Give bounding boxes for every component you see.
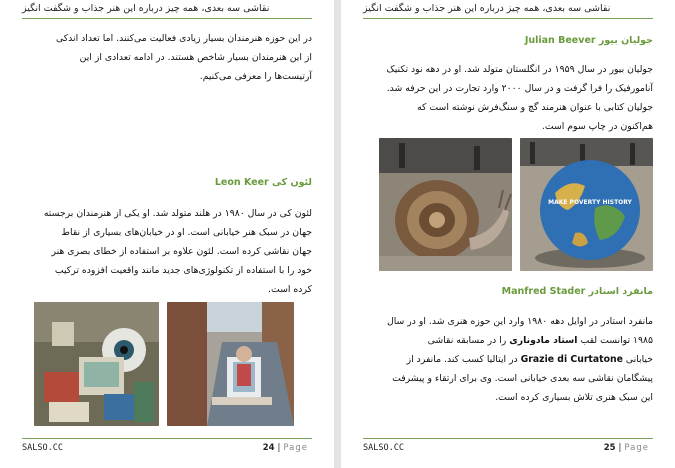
intro-paragraph: [22, 29, 312, 86]
text-line: این سبک هنری تلاش بسیاری کرده است.: [495, 392, 653, 403]
julian-beever-paragraph: [363, 60, 653, 136]
page-header: نقاشی سه بعدی، همه چیز درباره این هنر جذاب و شگفت انگیز: [22, 2, 312, 19]
bold-text: Grazie di Curtatone: [520, 354, 623, 365]
footer-page-number: [604, 439, 649, 457]
page-number: 25: [603, 443, 616, 453]
section-title-manfred-stader: مانفرد استادر Manfred Stader: [501, 286, 653, 297]
text-line: در این حوزه هنرمندان بسیار زیادی فعالیت می‌کنند. اما تعداد اندکی: [55, 33, 312, 44]
page-right: [341, 0, 675, 468]
text-line: پیشگامان نقاشی سه بعدی خیابانی است. وی برای ارتقاء و پیشرفت: [392, 373, 653, 384]
globe-street-art-image: [520, 138, 653, 271]
text-line: لئون کی در سال ۱۹۸۰ در هلند متولد شد. او یکی از هنرمندان برجسته: [43, 208, 312, 219]
text-line: خیابانی Grazie di Curtatone در ایتالیا کسب کند. مانفرد از: [406, 354, 653, 365]
page-header: نقاشی سه بعدی، همه چیز درباره این هنر جذاب و شگفت انگیز: [363, 2, 653, 19]
text-line: آنامورفیک را فرا گرفت و در سال ۲۰۰۰ وارد تجارت در این حرفه شد.: [386, 83, 653, 94]
text-line: کرده است.: [268, 284, 312, 295]
footer-page-word: Page: [283, 443, 308, 453]
text-line: هم‌اکنون در چاپ سوم است.: [541, 121, 653, 132]
footer-page-word: Page: [624, 443, 649, 453]
text-line: جولیان کتابی با عنوان هنرمند گچ و سنگ‌فرش نوشته است که: [417, 102, 653, 113]
text-line: مانفرد استادر در اوایل دهه ۱۹۸۰ وارد این حوزه هنری شد. او در سال: [386, 316, 653, 327]
manfred-stader-paragraph: [363, 312, 653, 407]
giant-toys-image: [34, 302, 159, 426]
page-number: 24: [262, 443, 275, 453]
text-line: ۱۹۸۵ توانست لقب استاد مادوناری را در مسابقه نقاشی: [427, 335, 653, 346]
footer-separator: |: [277, 443, 281, 453]
footer-site: SALSO.CC: [22, 443, 63, 453]
page-footer: [22, 438, 312, 457]
text-line: جولیان بیور در سال ۱۹۵۹ در انگلستان متولد شد. او در دهه نود تکنیک: [386, 64, 653, 75]
text-line: آرتیست‌ها را معرفی می‌کنیم.: [199, 71, 312, 82]
text-line: جهان نقاشی کرده است. لئون علاوه بر استفاده از خطای بصری هنر: [51, 246, 312, 257]
leon-keer-paragraph: [22, 204, 312, 299]
section-title-julian-beever: جولیان بیور Julian Beever: [524, 35, 653, 46]
footer-separator: |: [618, 443, 622, 453]
page-footer: [363, 438, 653, 457]
page-left: [0, 0, 334, 468]
footer-site: SALSO.CC: [363, 443, 404, 453]
text-line: جهان در سبک هنر خیابانی است. او در خیابان‌های بسیاری از نقاط: [61, 227, 312, 238]
bold-text: استاد مادوناری: [509, 335, 578, 346]
text-line: از این هنرمندان بسیار شاخص هستند. در ادامه تعدادی از این: [79, 52, 312, 63]
snail-street-art-image: [379, 138, 512, 271]
globe-caption: MAKE POVERTY HISTORY: [548, 199, 632, 206]
footer-page-number: [263, 439, 308, 457]
section-title-leon-keer: لئون کی Leon Keer: [214, 177, 312, 188]
text-line: خود را با استفاده از تکنولوژی‌های جدید مانند واقعیت افزوده ترکیب: [54, 265, 312, 276]
seated-figure-image: [167, 302, 294, 426]
